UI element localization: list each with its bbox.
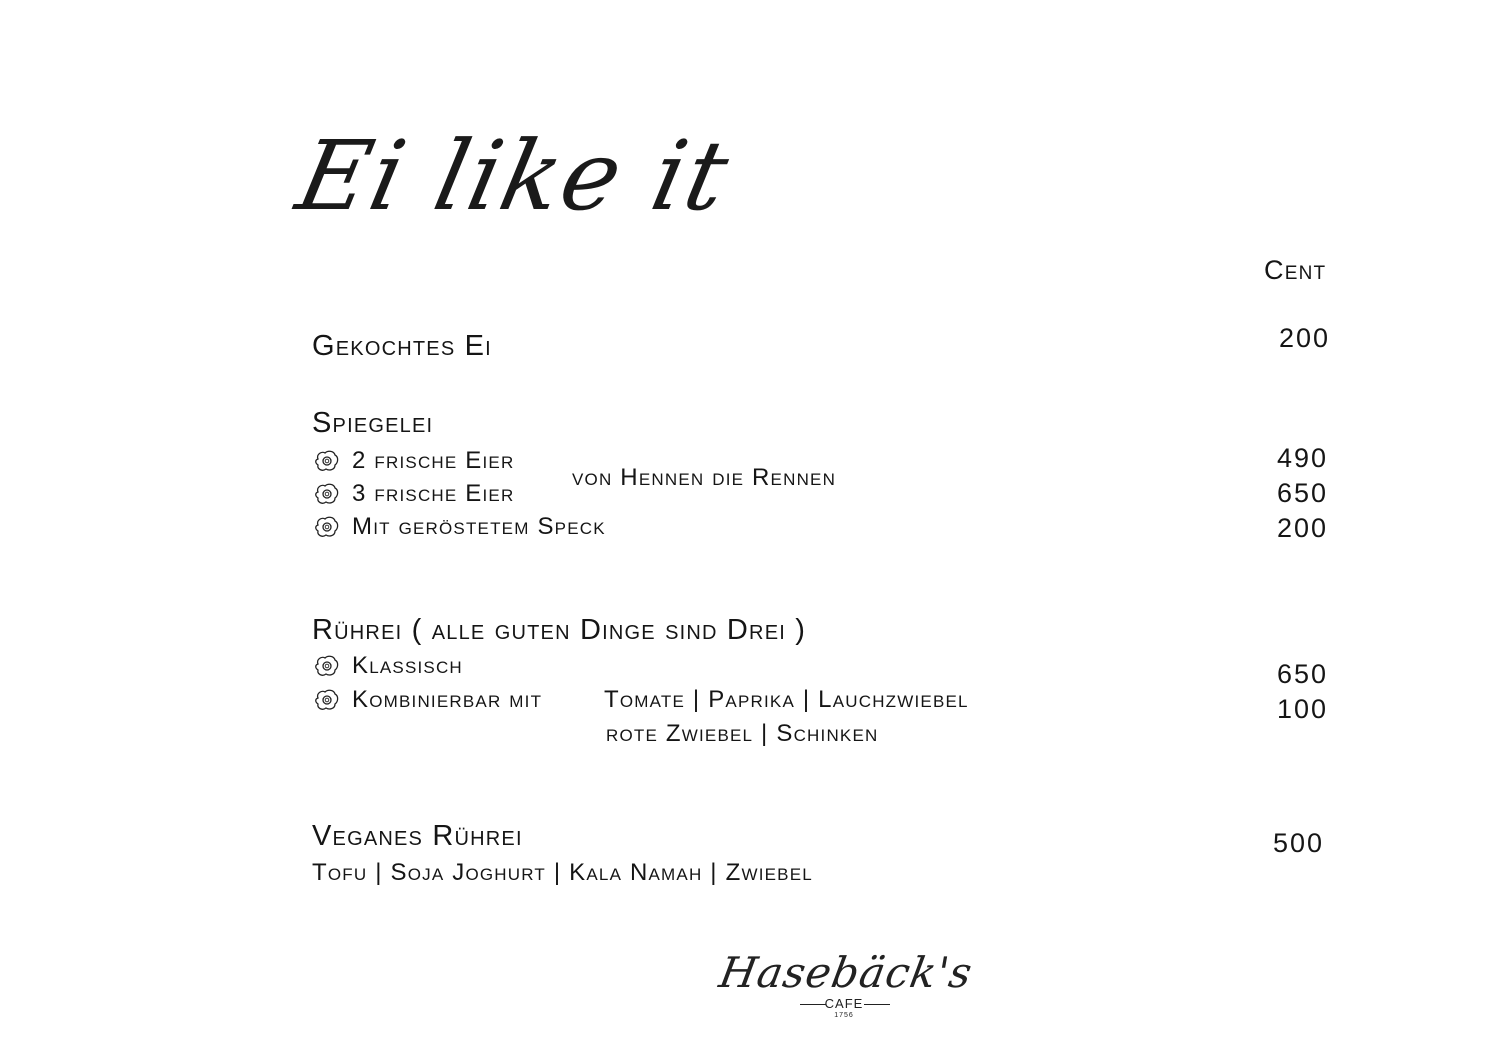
item-gekochtes-ei: Gekochtes Ei bbox=[312, 330, 492, 362]
fried-egg-icon bbox=[314, 654, 340, 678]
option-label: Klassisch bbox=[352, 652, 463, 679]
cafe-logo bbox=[715, 948, 977, 1028]
option-label: Mit geröstetem Speck bbox=[352, 513, 606, 540]
combo-line-1: Tomate | Paprika | Lauchzwiebel bbox=[604, 686, 969, 713]
heading-ruehrei: Rührei ( alle guten Dinge sind Drei ) bbox=[312, 614, 807, 646]
price-spiegelei-1: 490 bbox=[1276, 443, 1328, 473]
option-label: 3 frische Eier bbox=[352, 480, 515, 507]
logo-year: 1756 bbox=[834, 1012, 854, 1019]
fried-egg-icon bbox=[314, 449, 340, 473]
price-ruehrei-2: 100 bbox=[1276, 694, 1328, 724]
logo-rule-right bbox=[864, 1004, 890, 1005]
list-item bbox=[314, 513, 606, 541]
price-ruehrei-1: 650 bbox=[1276, 659, 1328, 689]
list-item bbox=[314, 652, 463, 680]
fried-egg-icon bbox=[314, 515, 340, 539]
spiegelei-note: von Hennen die Rennen bbox=[572, 464, 837, 491]
option-label: Kombinierbar mit bbox=[352, 686, 543, 713]
fried-egg-icon bbox=[314, 482, 340, 506]
menu-title: Ei like it bbox=[288, 120, 740, 232]
list-item bbox=[314, 686, 542, 714]
logo-name: Hasebäck's bbox=[715, 948, 977, 997]
list-item bbox=[314, 447, 514, 475]
price-spiegelei-2: 650 bbox=[1276, 478, 1328, 508]
price-gekochtes-ei: 200 bbox=[1278, 323, 1330, 353]
option-label: 2 frische Eier bbox=[352, 447, 515, 474]
combo-line-2: rote Zwiebel | Schinken bbox=[606, 720, 879, 747]
vegan-ingredients: Tofu | Soja Joghurt | Kala Namah | Zwiebel bbox=[312, 859, 813, 886]
logo-subtitle: CAFE bbox=[824, 996, 864, 1011]
heading-veganes-ruehrei: Veganes Rührei bbox=[312, 820, 523, 852]
price-veganes-ruehrei: 500 bbox=[1272, 828, 1324, 858]
price-spiegelei-3: 200 bbox=[1276, 513, 1328, 543]
list-item bbox=[314, 480, 514, 508]
fried-egg-icon bbox=[314, 688, 340, 712]
price-column-header: Cent bbox=[1264, 255, 1327, 285]
logo-rule-left bbox=[800, 1004, 826, 1005]
heading-spiegelei: Spiegelei bbox=[312, 407, 434, 439]
